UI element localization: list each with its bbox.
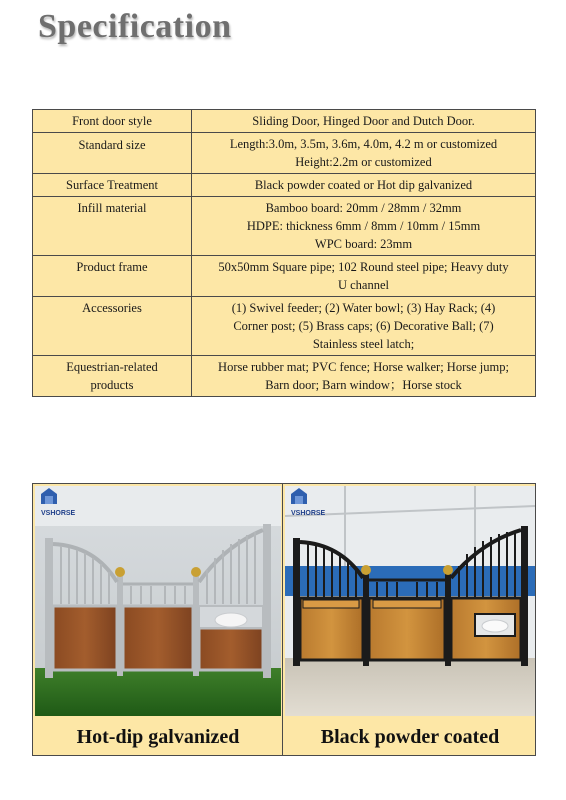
row-value: 50x50mm Square pipe; 102 Round steel pipe; Heavy duty U channel [192,256,536,297]
specification-table [32,109,536,397]
right-photo-caption: Black powder coated [320,726,500,748]
left-photo-caption: Hot-dip galvanized [76,726,240,748]
left-brand-label: VSHORSE [41,510,76,517]
table-row [33,356,536,397]
row-value: Bamboo board: 20mm / 28mm / 32mm HDPE: thickness 6mm / 8mm / 10mm / 15mm WPC board: 23mm [192,197,536,256]
row-value: Length:3.0m, 3.5m, 3.6m, 4.0m, 4.2 m or customized Height:2.2m or customized [192,133,536,174]
black-coated-stall-photo [285,486,535,716]
row-label: Infill material [33,197,192,256]
table-row [33,297,536,356]
row-label: Accessories [33,297,192,356]
photo-divider [282,484,283,755]
row-label: Equestrian-related products [33,356,192,397]
row-value: (1) Swivel feeder; (2) Water bowl; (3) Hay Rack; (4) Corner post; (5) Brass caps; (6) Decorative Ball; (7) Stainless steel latch; [192,297,536,356]
table-row [33,110,536,133]
galvanized-stall-photo [35,486,281,716]
table-row [33,133,536,174]
table-row [33,256,536,297]
row-value: Black powder coated or Hot dip galvanized [192,174,536,197]
row-value: Horse rubber mat; PVC fence; Horse walker; Horse jump; Barn door; Barn window；Horse stock [192,356,536,397]
product-photos-panel [32,483,536,756]
right-brand-label: VSHORSE [291,510,326,517]
row-value: Sliding Door, Hinged Door and Dutch Door. [192,110,536,133]
table-row [33,197,536,256]
table-row [33,174,536,197]
row-label: Product frame [33,256,192,297]
row-label: Surface Treatment [33,174,192,197]
row-label: Standard size [33,133,192,174]
page-title: Specification [38,8,232,45]
row-label: Front door style [33,110,192,133]
